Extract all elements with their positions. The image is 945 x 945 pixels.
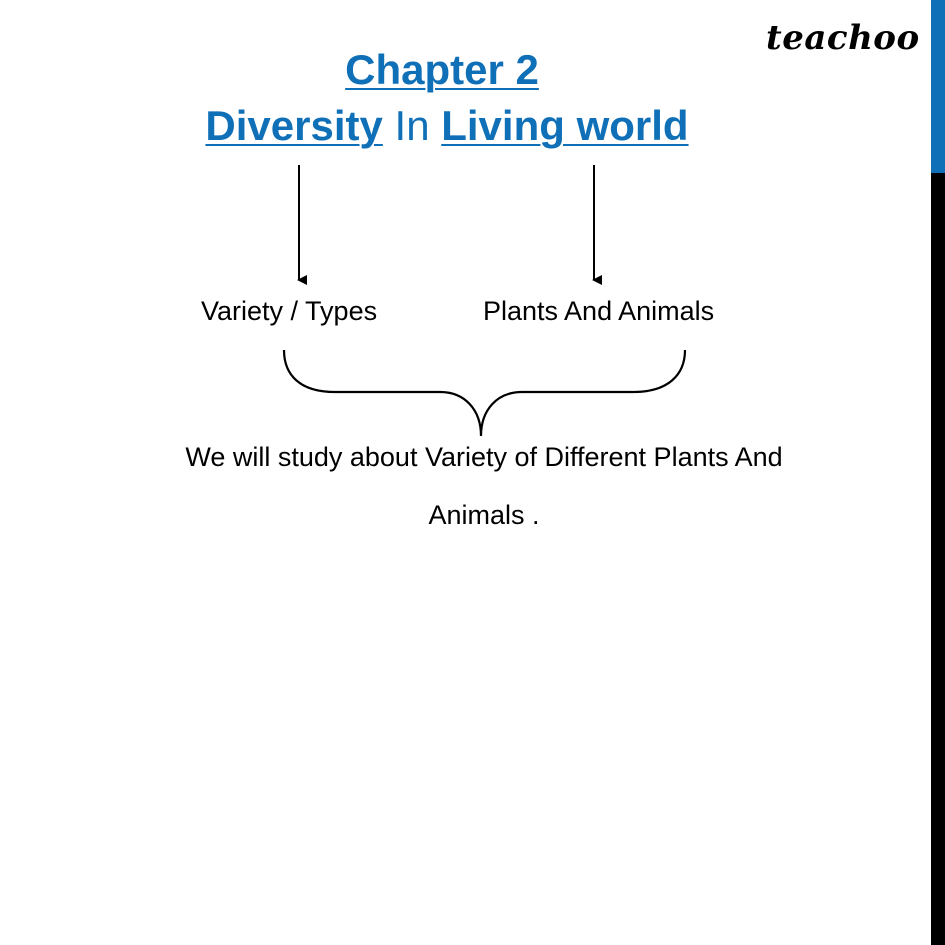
branch-label-plants-animals: Plants And Animals [483,296,715,326]
summary-line-1: We will study about Variety of Different Plants And [185,442,783,472]
right-edge-accent-black [931,173,945,945]
merge-curly-brace [284,350,685,436]
chapter-number: Chapter 2 [345,46,539,93]
right-edge-accent-blue [931,0,945,173]
branch-label-variety: Variety / Types [201,296,378,326]
topic-word-diversity: Diversity [205,102,383,149]
teachoo-logo: teachoo [766,18,920,58]
topic-word-in: In [394,102,430,149]
summary-line-2: Animals . [428,500,540,530]
topic-word-living-world: Living world [441,102,689,149]
